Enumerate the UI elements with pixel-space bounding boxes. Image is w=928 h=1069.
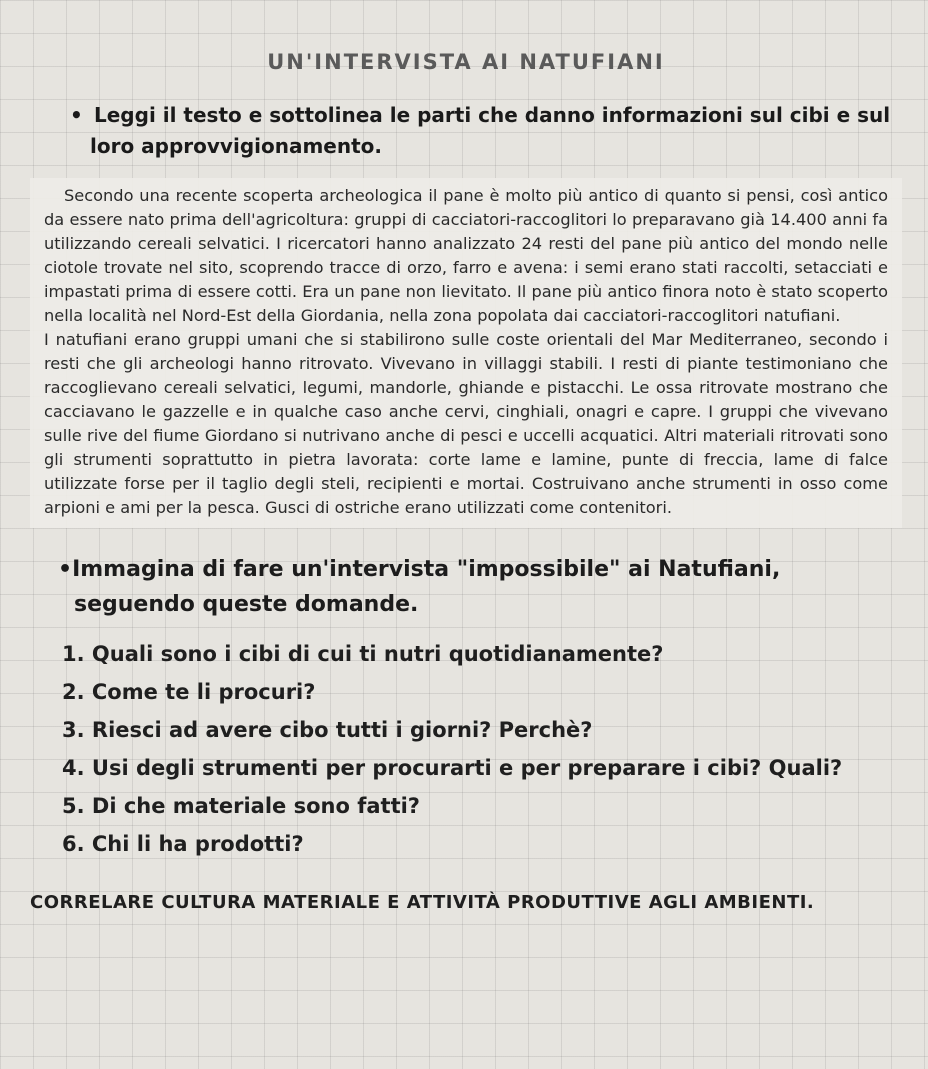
bullet-icon: • (70, 103, 83, 127)
question-item: 2. Come te li procuri? (62, 680, 316, 704)
question-item: 3. Riesci ad avere cibo tutti i giorni? Perchè? (62, 718, 593, 742)
bullet-icon: • (58, 557, 73, 582)
interview-instruction (30, 552, 902, 622)
questions-list (30, 636, 902, 862)
interview-instruction-text: Immagina di fare un'intervista "impossibile" ai Natufiani, seguendo queste domande. (72, 557, 781, 617)
reading-instruction (30, 100, 902, 162)
footer-instruction: CORRELARE CULTURA MATERIALE E ATTIVITÀ PRODUTTIVE AGLI AMBIENTI. (30, 892, 815, 913)
question-item: 6. Chi li ha prodotti? (62, 832, 304, 856)
reading-instruction-text: Leggi il testo e sottolinea le parti che danno informazioni sul cibi e sul loro approvvigionamento. (90, 103, 891, 158)
page-title: UN'INTERVISTA AI NATUFIANI (267, 50, 665, 74)
question-item: 4. Usi degli strumenti per procurarti e per preparare i cibi? Quali? (62, 756, 843, 780)
question-item: 1. Quali sono i cibi di cui ti nutri quotidianamente? (62, 642, 664, 666)
text-paragraph-2: I natufiani erano gruppi umani che si stabilirono sulle coste orientali del Mar Mediterraneo, secondo i resti che gli archeologi hanno ritrovato. Vivevano in villaggi stabili. I resti di piante testimoniano che raccoglievano cereali selvatici, legumi, mandorle, ghiande e pistacchi. Le ossa ritrovate mostrano che cacciavano le gazzelle e in qualche caso anche cervi, cinghiali, onagri e capre. I gruppi che vivevano sulle rive del fiume Giordano si nutrivano anche di pesci e uccelli acquatici. Altri materiali ritrovati sono gli strumenti soprattutto in pietra lavorata: corte lame e lamine, punte di freccia, lame di falce utilizzate forse per il taglio degli steli, recipienti e mortai. Costruivano anche strumenti in osso come arpioni e ami per la pesca. Gusci di ostriche erano utilizzati come contenitori. (44, 330, 888, 517)
question-item: 5. Di che materiale sono fatti? (62, 794, 420, 818)
reading-text-box (30, 178, 902, 528)
text-paragraph-1: Secondo una recente scoperta archeologica il pane è molto più antico di quanto si pensi, così antico da essere nato prima dell'agricoltura: gruppi di cacciatori-raccoglitori lo preparavano già 14.400 anni fa utilizzando cereali selvatici. I ricercatori hanno analizzato 24 resti del pane più antico del mondo nelle ciotole trovate nel sito, scoprendo tracce di orzo, farro e avena: i semi erano stati raccolti, setacciati e impastati prima di essere cotti. Era un pane non lievitato. Il pane più antico finora noto è stato scoperto nella località nel Nord-Est della Giordania, nella zona popolata dai cacciatori-raccoglitori natufiani. (44, 186, 888, 325)
